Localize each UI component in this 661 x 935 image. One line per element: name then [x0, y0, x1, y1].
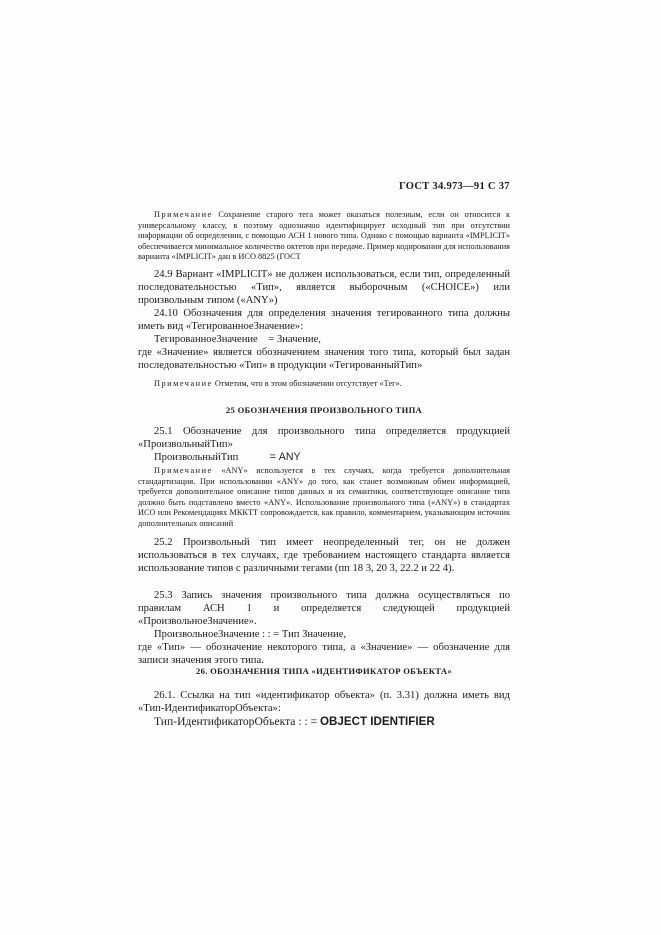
- paragraph-number: 24.9: [154, 269, 173, 280]
- paragraph-text: Вариант «IMPLICIT» не должен использоваться, если тип, определенный последовательностью «Тип», является выборочным («CHOICE») или произвольным типом («ANY»): [138, 269, 510, 307]
- paragraph-number: 25.3: [154, 590, 173, 601]
- paragraph-number: 25.2: [154, 537, 173, 548]
- paragraph-26-1: [138, 689, 510, 729]
- note-text: Отметим, что в этом обозначении отсутствует «Тег».: [214, 379, 402, 388]
- production-rule: [138, 451, 510, 464]
- paragraph-text: Произвольный тип имеет неопределенный тег, он не должен использоваться в тех случаях, где требованием настоящего стандарта является использование типов с различными тегами (пп 18 3, 20 3, 22.2 и 22 4).: [138, 537, 510, 575]
- paragraph-25-1: [138, 425, 510, 464]
- paragraph-text: Обозначения для определения значения тегированного типа должны иметь вид «ТегированноеЗначение»:: [138, 308, 510, 333]
- paragraph-text: Ссылка на тип «идентификатор объекта» (п. 3.31) должна иметь вид «Тип-ИдентификаторОбъекта»:: [138, 690, 510, 715]
- section-heading-25: 25 ОБОЗНАЧЕНИЯ ПРОИЗВОЛЬНОГО ТИПА: [225, 405, 423, 415]
- top-note: [138, 210, 510, 263]
- production-rule: [138, 715, 510, 729]
- production-rule: ТегированноеЗначение = Значение,: [154, 334, 321, 346]
- paragraph-25-3: [138, 589, 510, 668]
- note-label: Примечание: [154, 466, 213, 475]
- note-24-10: [138, 379, 510, 390]
- production-right: OBJECT IDENTIFIER: [320, 715, 435, 729]
- paragraph-text: Обозначение для произвольного типа определяется продукцией «ПроизвольныйТип»: [138, 426, 510, 451]
- production-left: Тип-ИдентификаторОбъекта : : =: [154, 715, 318, 729]
- production-rule: ПроизвольноеЗначение : : = Тип Значение,: [154, 629, 347, 641]
- note-25-1: [138, 466, 510, 530]
- paragraph-number: 26.1.: [154, 690, 176, 701]
- paragraph-24-9: [138, 268, 510, 307]
- paragraph-number: 24.10: [154, 308, 178, 319]
- paragraph-continuation: где «Тип» — обозначение некоторого типа, а «Значение» — обозначение для записи значения этого типа.: [138, 642, 510, 667]
- page-header: ГОСТ 34.973—91 С 37: [399, 181, 510, 192]
- paragraph-text: Запись значения произвольного типа должна осуществляться по правилам АСН 1 и определяется следующей продукцией «ПроизвольноеЗначение».: [138, 590, 511, 628]
- production-left: ПроизвольныйТип: [154, 452, 239, 464]
- note-text: «ANY» используется в тех случаях, когда требуется дополнительная стандартизация. При использовании «ANY» до того, как станет возможным обмен информацией, требуется дополнительное описание типов данных и их семантики, соответствующее описание типа должно быть подставлено вместо «ANY». Использование произвольного типа («ANY») в стандартах ИСО или Рекомендациях МККТТ сопровождается, как правило, комментарием, указывающим источник дополнительных описаний: [138, 466, 510, 528]
- note-text: Сохранение старого тега может оказаться полезным, если он относится к универсальному классу, в поэтому однозначно идентифицирует исходный тип при отсутствии информации об определении, с помощью АСН 1 нового типа. Однако с помощью варианта «IMPLICIT» обеспечивается минимальное количество октетов при передаче. Пример кодирования для использования варианта «IMPLICIT» дан в ИСО 8825 (ГОСТ: [138, 210, 510, 262]
- note-label: Примечание: [154, 379, 213, 388]
- section-heading-26: 26. ОБОЗНАЧЕНИЯ ТИПА «ИДЕНТИФИКАТОР ОБЪЕКТА»: [196, 666, 452, 676]
- paragraph-24-10: [138, 307, 510, 372]
- production-right: = ANY: [269, 451, 301, 464]
- note-label: Примечание: [154, 210, 213, 219]
- paragraph-number: 25.1: [154, 426, 173, 437]
- paragraph-25-2: [138, 536, 510, 575]
- paragraph-continuation: где «Значение» является обозначением значения того типа, который был задан последовательностью «Тип» в продукции «ТегированныйТип»: [138, 347, 510, 372]
